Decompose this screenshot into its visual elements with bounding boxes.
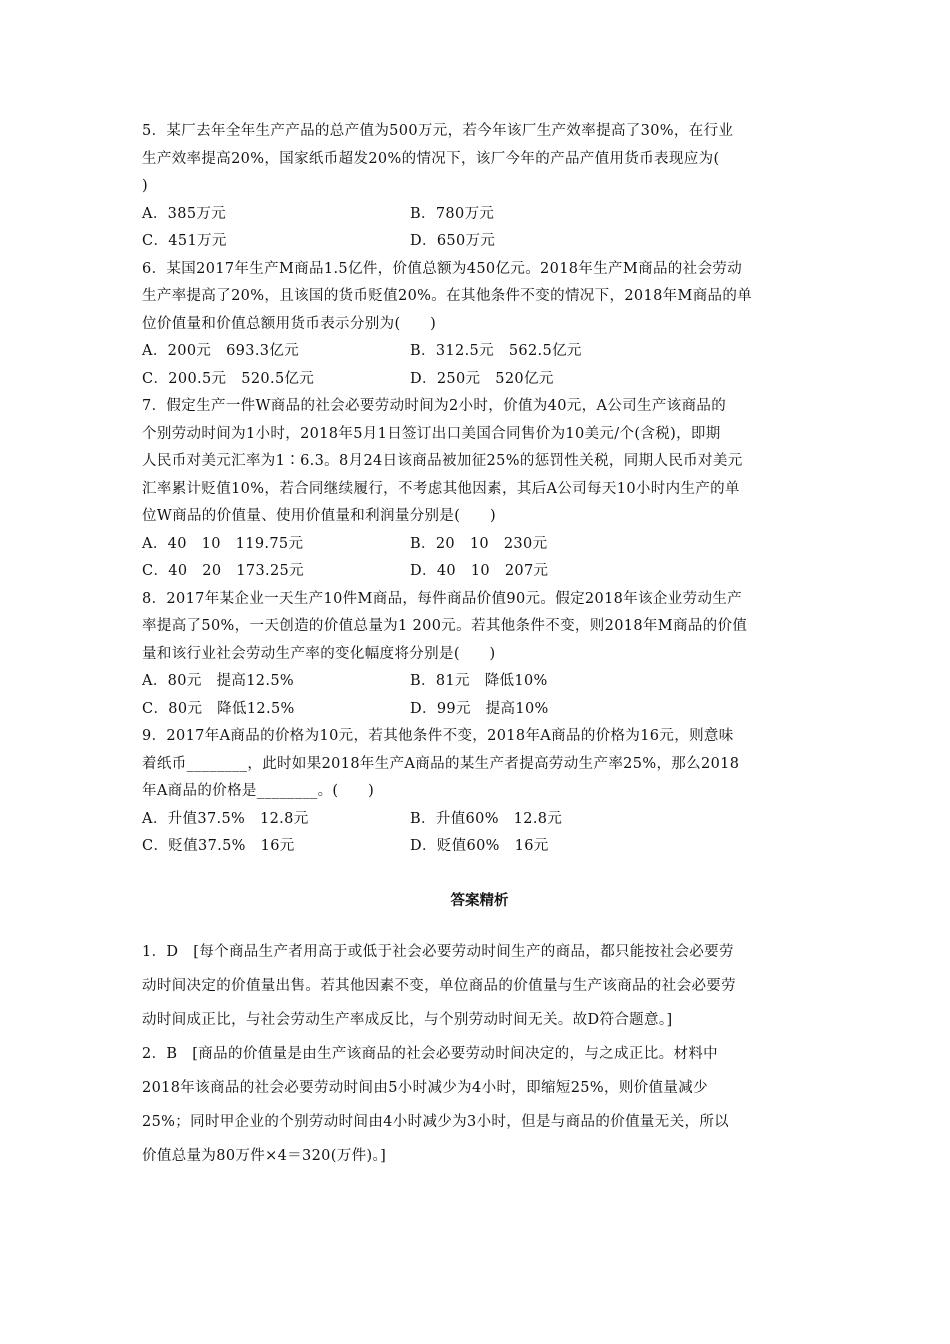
answer-text-line: 1．D [每个商品生产者用高于或低于社会必要劳动时间生产的商品，都只能按社会必要劳 — [142, 943, 734, 960]
option-a: A．200元 693.3亿元 — [142, 343, 300, 359]
answer-2 — [142, 1037, 817, 1173]
option-row — [142, 338, 817, 366]
question-7 — [142, 393, 817, 586]
question-text-line: 生产率提高了20%，且该国的货币贬值20%。在其他条件不变的情况下，2018年M商品的单 — [142, 288, 753, 304]
option-row — [142, 366, 817, 394]
question-text-line: 5．某厂去年全年生产产品的总产值为500万元，若今年该厂生产效率提高了30%，在行业 — [142, 123, 734, 139]
answer-text-line: 动时间决定的价值量出售。若其他因素不变，单位商品的价值量与生产该商品的社会必要劳 — [142, 977, 736, 994]
answer-1 — [142, 935, 817, 1037]
option-b: B．312.5元 562.5亿元 — [410, 343, 582, 359]
question-text-line: 7．假定生产一件W商品的社会必要劳动时间为2小时，价值为40元，A公司生产该商品的 — [142, 398, 727, 414]
question-text-line: 年A商品的价格是________。( ) — [142, 783, 375, 799]
option-d: D．250元 520亿元 — [410, 370, 554, 387]
question-text-line: 生产效率提高20%，国家纸币超发20%的情况下，该厂今年的产品产值用货币表现应为( — [142, 150, 720, 167]
question-5 — [142, 118, 817, 256]
question-text-line: 着纸币________，此时如果2018年生产A商品的某生产者提高劳动生产率25%，那么2018 — [142, 755, 740, 772]
question-text-line: 率提高了50%，一天创造的价值总量为1 200元。若其他条件不变，则2018年M商品的价值 — [142, 618, 748, 634]
question-text-line: 汇率累计贬值10%，若合同继续履行，不考虑其他因素，其后A公司每天10小时内生产的单 — [142, 480, 740, 497]
option-row — [142, 531, 817, 559]
answer-text-line: 价值总量为80万件×4＝320(万件)。] — [142, 1147, 387, 1164]
option-c: C．200.5元 520.5亿元 — [142, 370, 315, 387]
option-row — [142, 806, 817, 834]
option-b: B．升值60% 12.8元 — [410, 810, 563, 827]
question-text-line: 6．某国2017年生产M商品1.5亿件，价值总额为450亿元。2018年生产M商品的社会劳动 — [142, 260, 743, 277]
question-text-line: 人民币对美元汇率为1∶6.3。8月24日该商品被加征25%的惩罚性关税，同期人民币对美元 — [142, 453, 743, 469]
option-row — [142, 696, 817, 724]
option-d: D．贬值60% 16元 — [410, 838, 549, 854]
option-row — [142, 833, 817, 861]
option-d: D．40 10 207元 — [410, 563, 549, 579]
question-text-line: 位价值量和价值总额用货币表示分别为( ) — [142, 315, 437, 332]
option-c: C．80元 降低12.5% — [142, 700, 295, 717]
option-c: C．40 20 173.25元 — [142, 563, 304, 579]
option-a: A．80元 提高12.5% — [142, 673, 295, 689]
question-8 — [142, 586, 817, 724]
question-6 — [142, 256, 817, 394]
answer-section-title: 答案精析 — [450, 891, 509, 909]
option-a: A．385万元 — [142, 205, 227, 222]
option-d: D．650万元 — [410, 233, 496, 249]
option-row — [142, 668, 817, 696]
answer-text-line: 2．B [商品的价值量是由生产该商品的社会必要劳动时间决定的，与之成正比。材料中 — [142, 1045, 719, 1062]
question-text-line: 位W商品的价值量、使用价值量和利润量分别是( ) — [142, 508, 496, 524]
option-row — [142, 201, 817, 229]
option-row — [142, 558, 817, 586]
option-c: C．贬值37.5% 16元 — [142, 838, 295, 854]
answer-text-line: 25%；同时甲企业的个别劳动时间由4小时减少为3小时，但是与商品的价值量无关，所以 — [142, 1113, 730, 1130]
option-c: C．451万元 — [142, 233, 227, 249]
option-a: A．升值37.5% 12.8元 — [142, 810, 309, 827]
question-text-line: 个别劳动时间为1小时，2018年5月1日签订出口美国合同售价为10美元/个(含税)，即期 — [142, 425, 721, 442]
question-text-line: 9．2017年A商品的价格为10元，若其他条件不变，2018年A商品的价格为16元，则意味 — [142, 728, 734, 744]
answer-text-line: 动时间成正比，与社会劳动生产率成反比，与个别劳动时间无关。故D符合题意。] — [142, 1011, 673, 1028]
question-9 — [142, 723, 817, 861]
option-a: A．40 10 119.75元 — [142, 535, 304, 552]
option-d: D．99元 提高10% — [410, 700, 549, 717]
page-content — [142, 118, 817, 1173]
option-b: B．780万元 — [410, 205, 495, 222]
question-text-line: 量和该行业社会劳动生产率的变化幅度将分别是( ) — [142, 645, 496, 662]
question-text-line: ) — [142, 178, 149, 194]
option-b: B．20 10 230元 — [410, 535, 548, 552]
option-b: B．81元 降低10% — [410, 673, 548, 689]
question-text-line: 8．2017年某企业一天生产10件M商品，每件商品价值90元。假定2018年该企业劳动生产 — [142, 590, 743, 607]
option-row — [142, 228, 817, 256]
answer-text-line: 2018年该商品的社会必要劳动时间由5小时减少为4小时，即缩短25%，则价值量减少 — [142, 1079, 708, 1096]
